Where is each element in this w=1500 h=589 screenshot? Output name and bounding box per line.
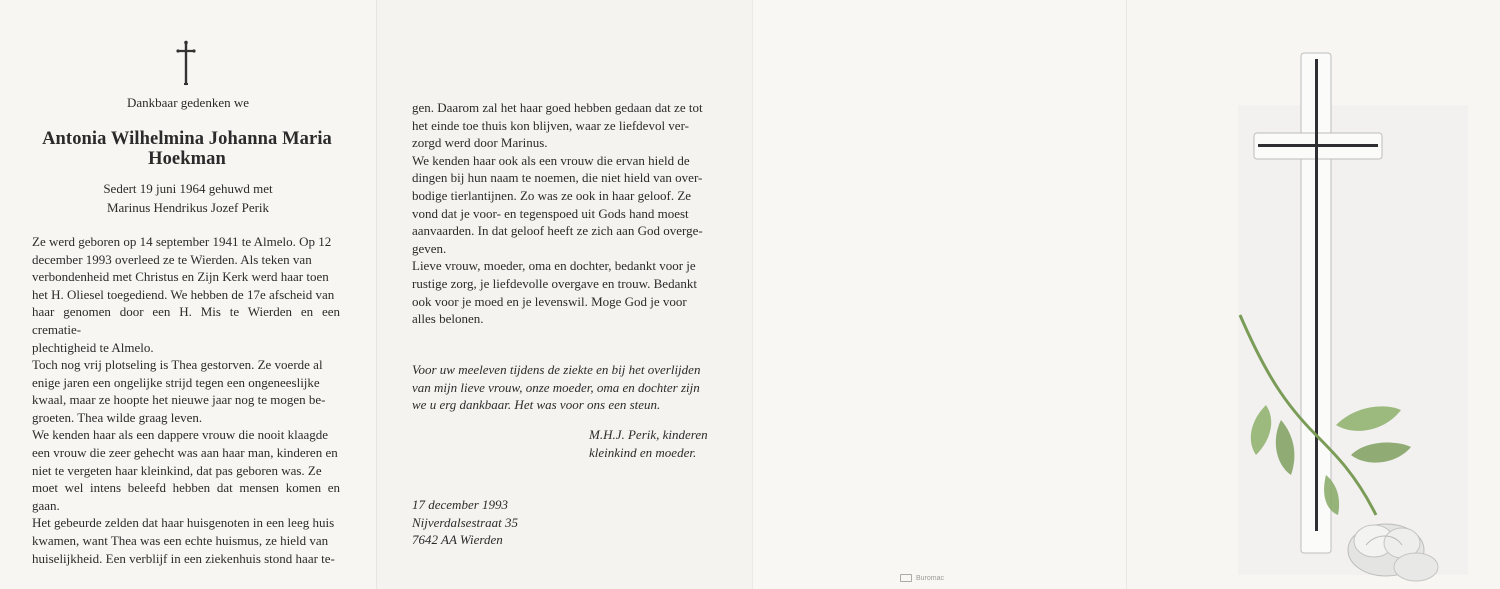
text-line: enige jaren een ongelijke strijd tegen een ongeneeslijke <box>32 374 320 390</box>
text-line: bodige tierlantijnen. Zo was ze ook in haar geloof. Ze <box>412 187 692 203</box>
printer-logo-icon <box>900 574 912 582</box>
text-line: Het gebeurde zelden dat haar huisgenoten in een leeg huis <box>32 515 335 531</box>
name-line-2: Hoekman <box>148 149 226 169</box>
text-line: huiselijkheid. Een verblijf in een ziekenhuis stond haar te- <box>32 550 335 566</box>
biography-paragraph-1 <box>32 233 340 356</box>
text-line: kwamen, want Thea was een echte huismus, ze hield van <box>32 532 329 548</box>
text-line: We kenden haar als een dappere vrouw die nooit klaagde <box>32 427 329 443</box>
intro-text: Dankbaar gedenken we <box>127 95 249 110</box>
text-line: niet te vergeten haar kleinkind, dat pas geboren was. Ze <box>32 462 322 478</box>
text-line: M.H.J. Perik, kinderen <box>589 427 708 442</box>
married-line-2: Marinus Hendrikus Jozef Perik <box>106 200 270 215</box>
text-line: aanvaarden. In dat geloof heeft ze zich aan God overge- <box>412 223 703 239</box>
text-line: het einde toe thuis kon blijven, waar ze liefdevol ver- <box>412 117 689 133</box>
text-line: groeten. Thea wilde graag leven. <box>32 409 203 425</box>
text-line: moet wel intens beleefd hebben dat mensen komen en gaan. <box>32 480 340 513</box>
text-line: kleinkind en moeder. <box>589 444 697 460</box>
text-line: een vrouw die zeer gehecht was aan haar man, kinderen en <box>32 444 338 460</box>
text-line: vond dat je voor- en tegenspoed uit Gods hand moest <box>412 205 689 221</box>
text-line: Nijverdalsestraat 35 <box>412 514 519 530</box>
family-signature <box>589 426 729 461</box>
thank-you-note <box>412 361 722 414</box>
printer-mark <box>900 574 944 582</box>
biography-continuation <box>412 99 720 328</box>
text-line: zorgd werd door Marinus. <box>412 135 548 151</box>
biography-paragraph-2 <box>32 356 340 567</box>
text-line: haar genomen door een H. Mis te Wierden en een crematie- <box>32 304 340 337</box>
text-line: 7642 AA Wierden <box>412 532 503 548</box>
text-line: van mijn lieve vrouw, onze moeder, oma en dochter zijn <box>412 379 700 395</box>
text-line: alles belonen. <box>412 311 484 327</box>
text-line: Lieve vrouw, moeder, oma en dochter, bedankt voor je <box>412 258 696 274</box>
text-line: Ze werd geboren op 14 september 1941 te Almelo. Op 12 <box>32 234 332 249</box>
name-line-1: Antonia Wilhelmina Johanna Maria <box>42 129 332 149</box>
cross-with-rose-illustration <box>1226 45 1476 585</box>
text-line: We kenden haar ook als een vrouw die ervan hield de <box>412 152 690 168</box>
text-line: 17 december 1993 <box>412 497 509 512</box>
text-line: geven. <box>412 240 447 256</box>
text-line: Toch nog vrij plotseling is Thea gestorven. Ze voerde al <box>32 357 323 372</box>
text-line: het H. Oliesel toegediend. We hebben de 17e afscheid van <box>32 286 335 302</box>
text-line: verbondenheid met Christus en Zijn Kerk werd haar toen <box>32 269 329 285</box>
married-line-1: Sedert 19 juni 1964 gehuwd met <box>103 181 273 196</box>
latin-cross-icon <box>174 40 198 86</box>
text-line: dingen bij hun naam te noemen, die niet hield van over- <box>412 170 703 186</box>
card-panel-inner-right <box>752 0 1126 589</box>
text-line: we u erg dankbaar. Het was voor ons een steun. <box>412 397 661 413</box>
printer-name: Buromac <box>916 574 945 582</box>
text-line: plechtigheid te Almelo. <box>32 339 154 355</box>
deceased-name <box>20 129 354 169</box>
text-line: ook voor je moed en je levenswil. Moge God je voor <box>412 293 687 309</box>
text-line: gen. Daarom zal het haar goed hebben gedaan dat ze tot <box>412 100 703 115</box>
date-and-address <box>412 496 562 549</box>
marriage-info <box>0 179 376 217</box>
text-line: rustige zorg, je liefdevolle overgave en trouw. Bedankt <box>412 275 697 291</box>
text-line: Voor uw meeleven tijdens de ziekte en bij het overlijden <box>412 362 701 377</box>
text-line: december 1993 overleed ze te Wierden. Als teken van <box>32 251 312 267</box>
text-line: kwaal, maar ze hoopte het nieuwe jaar nog te mogen be- <box>32 392 326 408</box>
card-panel-front-left <box>0 0 376 589</box>
